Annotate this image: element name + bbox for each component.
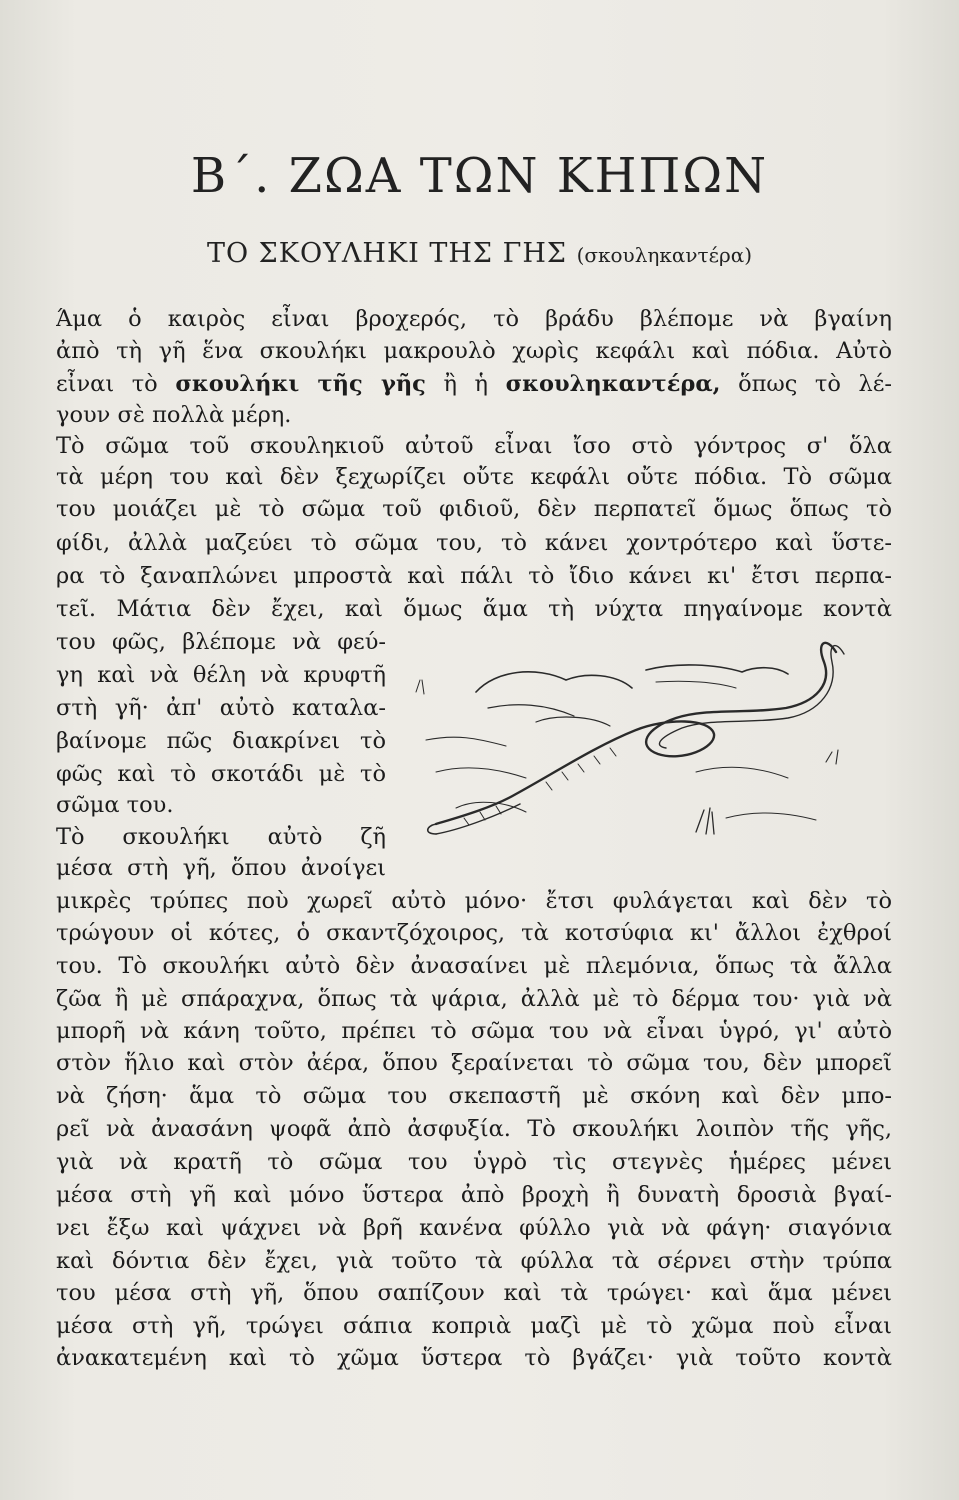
text-line: νὰ ζήση· ἅμα τὸ σῶμα του σκεπαστῆ μὲ σκόνη καὶ δὲν μπο- <box>56 1083 892 1109</box>
text-line: ρεῖ νὰ ἀνασάνη ψοφᾶ ἀπὸ ἀσφυξία. Τὸ σκουλήκι λοιπὸν τῆς γῆς, <box>56 1116 892 1142</box>
text-line: στὸν ἥλιο καὶ στὸν ἀέρα, ὅπου ξεραίνεται τὸ σῶμα του, δὲν μπορεῖ <box>56 1050 892 1076</box>
text-line: του μέσα στὴ γῆ, ὅπου σαπίζουν καὶ τὰ τρώγει· καὶ ἅμα μένει <box>56 1280 892 1306</box>
text-line: στὴ γῆ· ἀπ' αὐτὸ καταλα- <box>56 695 386 721</box>
text-line: τεῖ. Μάτια δὲν ἔχει, καὶ ὅμως ἅμα τὴ νύχτα πηγαίνομε κοντὰ <box>56 596 892 622</box>
text-line: σῶμα του. <box>56 792 174 818</box>
text-line: μέσα στὴ γῆ, ὅπου ἀνοίγει <box>56 855 386 881</box>
text-fragment: ὅπως τὸ λέ- <box>738 371 892 397</box>
chapter-title: Β΄. ΖΩΑ ΤΩΝ ΚΗΠΩΝ <box>190 148 769 204</box>
text-line: Τὸ σῶμα τοῦ σκουληκιοῦ αὐτοῦ εἶναι ἴσο στὸ γόντρος σ' ὅλα <box>56 433 892 459</box>
text-line: μέσα στὴ γῆ καὶ μόνο ὕστερα ἀπὸ βροχὴ ἢ δυνατὴ δροσιὰ βγαί- <box>56 1182 892 1208</box>
section-title: ΤΟ ΣΚΟΥΛΗΚΙ ΤΗΣ ΓΗΣ <box>206 238 567 269</box>
text-line: Τὸ σκουλήκι αὐτὸ ζῆ <box>56 824 386 850</box>
text-line: γουν σὲ πολλὰ μέρη. <box>56 402 292 428</box>
text-line: φίδι, ἀλλὰ μαζεύει τὸ σῶμα του, τὸ κάνει χοντρότερο καὶ ὕστε- <box>56 530 892 556</box>
section-heading <box>0 238 959 269</box>
text-line: μπορῆ νὰ κάνη τοῦτο, πρέπει τὸ σῶμα του νὰ εἶναι ὑγρό, γι' αὐτὸ <box>56 1018 892 1044</box>
text-line: καὶ δόντια δὲν ἔχει, γιὰ τοῦτο τὰ φύλλα τὰ σέρνει στὴν τρύπα <box>56 1248 892 1274</box>
text-fragment: εἶναι τὸ <box>56 371 158 397</box>
text-line: του. Τὸ σκουλήκι αὐτὸ δὲν ἀνασαίνει μὲ πλεμόνια, ὅπως τὰ ἄλλα <box>56 953 892 979</box>
text-line: μικρὲς τρύπες ποὺ χωρεῖ αὐτὸ μόνο· ἔτσι φυλάγεται καὶ δὲν τὸ <box>56 888 892 914</box>
text-fragment: ἢ ἡ <box>443 371 488 397</box>
text-line: ζῶα ἢ μὲ σπάραχνα, ὅπως τὰ ψάρια, ἀλλὰ μὲ τὸ δέρμα του· γιὰ νὰ <box>56 986 892 1012</box>
text-line: ἀπὸ τὴ γῆ ἕνα σκουλήκι μακρουλὸ χωρὶς κεφάλι καὶ πόδια. Αὐτὸ <box>56 338 892 364</box>
text-line: νει ἔξω καὶ ψάχνει νὰ βρῆ κανένα φύλλο γιὰ νὰ φάγη· σιαγόνια <box>56 1215 892 1241</box>
section-subtitle: (σκουληκαντέρα) <box>576 243 753 267</box>
earthworm-illustration <box>396 622 892 862</box>
text-line: ρα τὸ ξαναπλώνει μπροστὰ καὶ πάλι τὸ ἴδιο κάνει κι' ἔτσι περπα- <box>56 563 892 589</box>
bold-term-earthworm: σκουλήκι τῆς γῆς <box>175 371 426 397</box>
text-line: του φῶς, βλέπομε νὰ φεύ- <box>56 629 386 655</box>
bold-term-skoulikantera: σκουληκαντέρα, <box>505 371 721 397</box>
text-line: μέσα στὴ γῆ, τρώγει σάπια κοπριὰ μαζὶ μὲ τὸ χῶμα ποὺ εἶναι <box>56 1313 892 1339</box>
text-line <box>56 369 892 399</box>
text-line: γη καὶ νὰ θέλη νὰ κρυφτῆ <box>56 662 386 688</box>
text-line: γιὰ νὰ κρατῆ τὸ σῶμα του ὑγρὸ τὶς στεγνὲς ἡμέρες μένει <box>56 1149 892 1175</box>
text-line: του μοιάζει μὲ τὸ σῶμα τοῦ φιδιοῦ, δὲν περπατεῖ ὅμως ὅπως τὸ <box>56 496 892 522</box>
text-line: τρώγουν οἱ κότες, ὁ σκαντζόχοιρος, τὰ κοτσύφια κι' ἄλλοι ἐχθροί <box>56 920 892 946</box>
text-line: βαίνομε πῶς διακρίνει τὸ <box>56 728 386 754</box>
text-line: τὰ μέρη του καὶ δὲν ξεχωρίζει οὔτε κεφάλι οὔτε πόδια. Τὸ σῶμα <box>56 464 892 490</box>
text-line: ἀνακατεμένη καὶ τὸ χῶμα ὕστερα τὸ βγάζει· γιὰ τοῦτο κοντὰ <box>56 1345 892 1371</box>
text-line: Άμα ὁ καιρὸς εἶναι βροχερός, τὸ βράδυ βλέπομε νὰ βγαίνη <box>56 306 892 332</box>
text-line: φῶς καὶ τὸ σκοτάδι μὲ τὸ <box>56 761 386 787</box>
